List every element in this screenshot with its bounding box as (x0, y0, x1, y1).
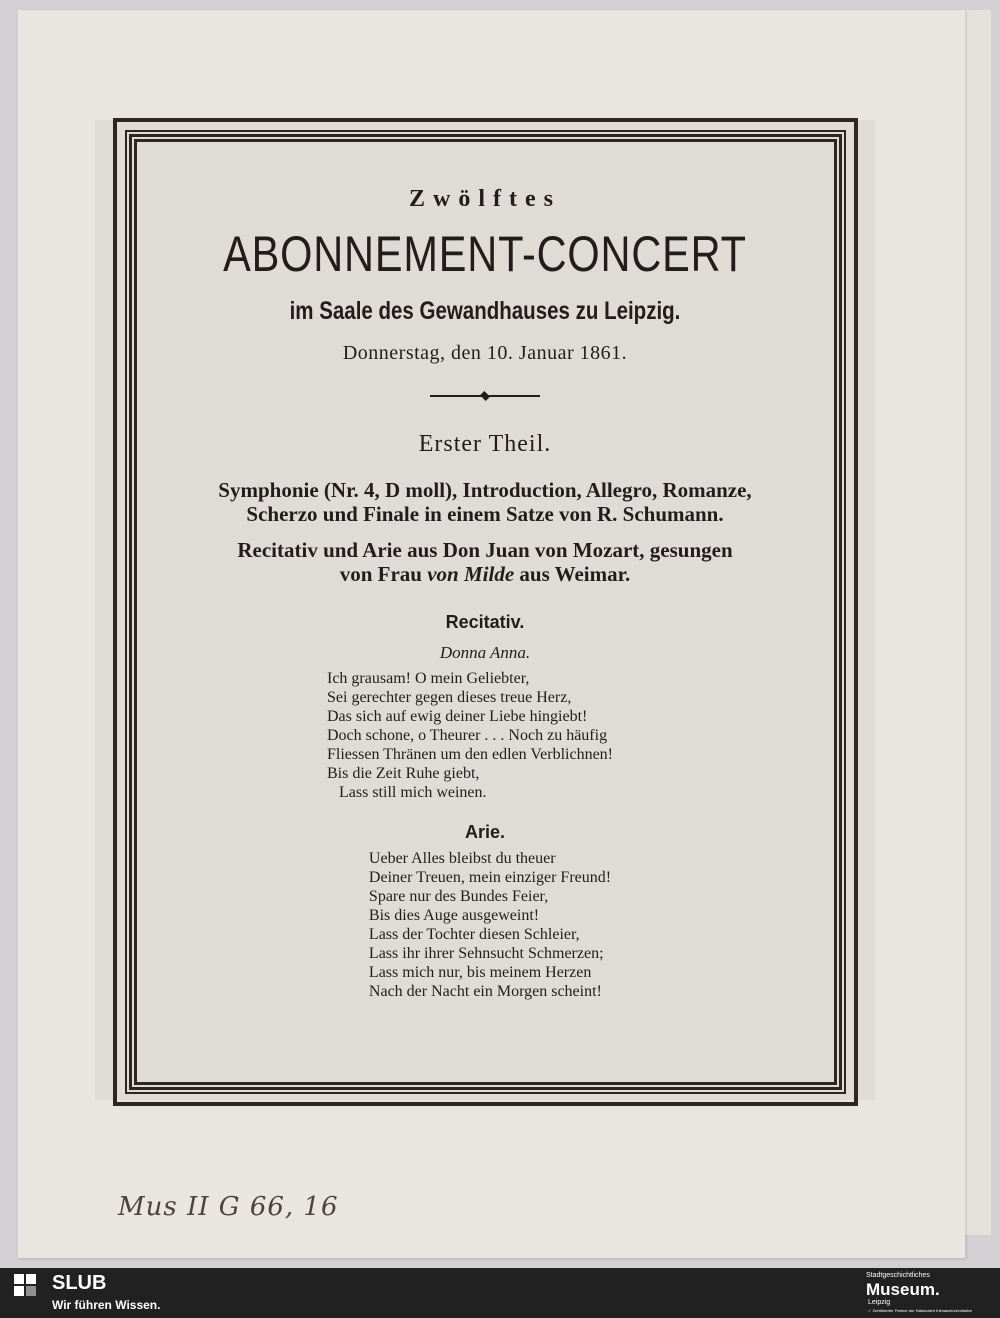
verse-line: Sei gerechter gegen dieses treue Herz, (327, 689, 572, 706)
text-fragment: aus Weimar. (514, 562, 631, 586)
verse-line: Bis dies Auge ausgeweint! (368, 907, 540, 924)
concert-title: ABONNEMENT-CONCERT (223, 226, 747, 282)
verse-line: Lass still mich weinen. (339, 784, 487, 801)
slub-logo-icon (14, 1274, 36, 1296)
text-fragment: von Frau (339, 562, 428, 586)
verse-line: Lass mich nur, bis meinem Herzen (368, 964, 592, 981)
recitativ-heading: Recitativ. (445, 612, 525, 632)
museum-name[interactable]: Museum. (866, 1280, 940, 1299)
arie-verse (369, 849, 611, 1001)
library-name[interactable]: SLUB (52, 1272, 107, 1294)
verse-line: Deiner Treuen, mein einziger Freund! (368, 869, 612, 886)
speaker-name: Donna Anna. (439, 643, 531, 662)
program-item-line: Recitativ und Arie aus Don Juan von Mozart, gesungen (237, 538, 733, 562)
museum-certification: ✓ Zertifizierter Partner der Nationalen Klimaschutzinitiative (868, 1308, 973, 1313)
concert-date: Donnerstag, den 10. Januar 1861. (342, 342, 628, 364)
program-item-aria (145, 538, 825, 586)
verse-line: Lass ihr ihrer Sehnsucht Schmerzen; (368, 945, 604, 962)
verse-line: Spare nur des Bundes Feier, (368, 888, 549, 905)
program-item-symphony (145, 478, 825, 526)
verse-line: Lass der Tochter diesen Schleier, (368, 926, 580, 943)
verse-line: Das sich auf ewig deiner Liebe hingiebt! (327, 708, 588, 725)
program-item-line: Symphonie (Nr. 4, D moll), Introduction, Allegro, Romanze, (218, 478, 752, 502)
verse-line: Bis die Zeit Ruhe giebt, (327, 765, 480, 782)
handwritten-shelfmark: Mus II G 66, 16 (118, 1192, 339, 1222)
verse-line: Doch schone, o Theurer . . . Noch zu häufig (327, 727, 608, 744)
part-title: Erster Theil. (418, 431, 552, 457)
museum-city: Leipzig (868, 1299, 891, 1306)
viewer-footer (0, 1268, 1000, 1318)
verse-line: Ich grausam! O mein Geliebter, (327, 670, 530, 687)
program-item-line: Scherzo und Finale in einem Satze von R. Schumann. (246, 502, 724, 526)
program-item-line (145, 562, 825, 586)
ornamental-divider (430, 393, 540, 399)
program-content (145, 140, 825, 1001)
recitativ-verse (327, 669, 613, 802)
venue: im Saale des Gewandhauses zu Leipzig. (289, 297, 681, 325)
verse-line: Ueber Alles bleibst du theuer (368, 850, 556, 867)
verse-line: Nach der Nacht ein Morgen scheint! (368, 983, 602, 1000)
concert-number: Zwölftes (409, 186, 561, 212)
arie-heading: Arie. (464, 822, 506, 842)
library-tagline: Wir führen Wissen. (52, 1298, 161, 1312)
singer-name: von Milde (427, 562, 515, 586)
museum-top-label: Stadtgeschichtliches (866, 1272, 930, 1279)
verse-line: Fliessen Thränen um den edlen Verblichnen! (327, 746, 613, 763)
